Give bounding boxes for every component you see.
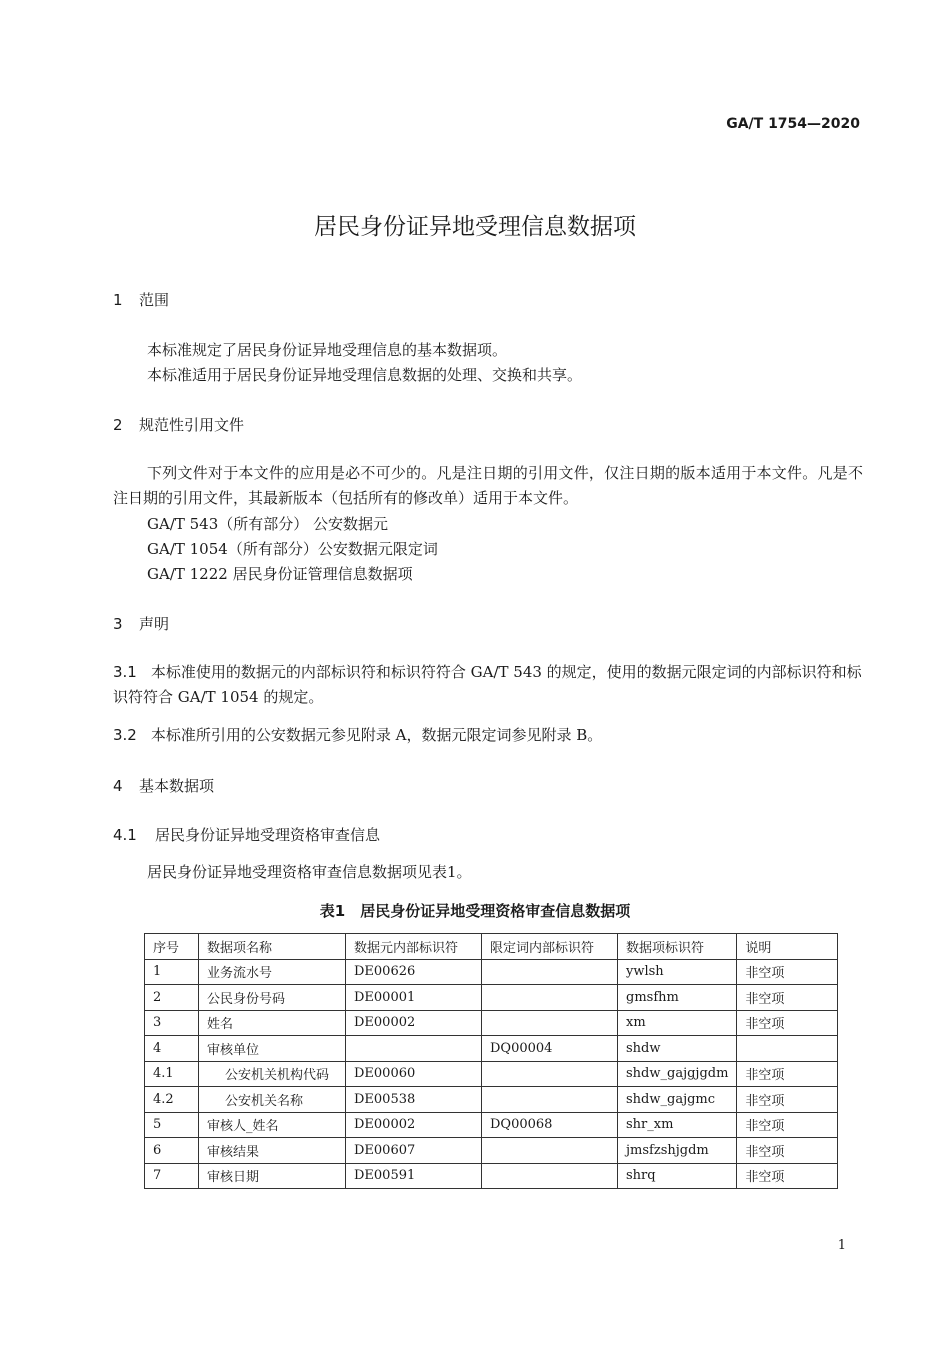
subsection-number: 4.1 xyxy=(113,826,137,844)
table-cell: 审核人_姓名 xyxy=(199,1112,346,1138)
table-cell: DE00607 xyxy=(346,1138,482,1164)
table-cell xyxy=(482,1138,618,1164)
table-row xyxy=(145,959,838,985)
clause-number: 3.2 xyxy=(113,726,137,744)
reference-item: GA/T 1222 居民身份证管理信息数据项 xyxy=(147,565,413,583)
section-3-heading xyxy=(113,613,169,634)
paragraph: 居民身份证异地受理资格审查信息数据项见表1。 xyxy=(147,863,472,881)
table-cell: 非空项 xyxy=(737,1112,838,1138)
table-cell: 非空项 xyxy=(737,1010,838,1036)
table-row xyxy=(145,1163,838,1189)
header-cell: 序号 xyxy=(145,934,199,960)
paragraph: 本标准适用于居民身份证异地受理信息数据的处理、交换和共享。 xyxy=(147,366,583,384)
table-row xyxy=(145,1036,838,1062)
document-title: 居民身份证异地受理信息数据项 xyxy=(314,214,636,240)
table-cell xyxy=(482,1087,618,1113)
table-cell: 非空项 xyxy=(737,959,838,985)
table-cell: DE00002 xyxy=(346,1112,482,1138)
table-cell xyxy=(737,1036,838,1062)
table-cell: 4.2 xyxy=(145,1087,199,1113)
table-row xyxy=(145,1112,838,1138)
table-cell: xm xyxy=(618,1010,737,1036)
standard-code: GA/T 1754—2020 xyxy=(726,116,860,132)
table-cell: 非空项 xyxy=(737,1138,838,1164)
table-row xyxy=(145,985,838,1011)
table-cell: shdw_gajgmc xyxy=(618,1087,737,1113)
table-cell: DE00538 xyxy=(346,1087,482,1113)
table-cell: 公安机关名称 xyxy=(199,1087,346,1113)
table-cell: 4 xyxy=(145,1036,199,1062)
clause-3-1 xyxy=(113,660,863,710)
table-caption: 表1 居民身份证异地受理资格审查信息数据项 xyxy=(319,902,631,920)
table-cell: 非空项 xyxy=(737,1087,838,1113)
table-row xyxy=(145,1138,838,1164)
table-cell: DE00002 xyxy=(346,1010,482,1036)
section-title: 范围 xyxy=(139,291,170,309)
table-cell: 审核单位 xyxy=(199,1036,346,1062)
section-number: 2 xyxy=(113,416,123,434)
table-cell: 非空项 xyxy=(737,985,838,1011)
table-cell: 7 xyxy=(145,1163,199,1189)
section-number: 4 xyxy=(113,777,123,795)
table-cell xyxy=(482,1163,618,1189)
header-cell: 数据项标识符 xyxy=(618,934,737,960)
table-cell: 姓名 xyxy=(199,1010,346,1036)
table-cell: DQ00068 xyxy=(482,1112,618,1138)
table-cell: ywlsh xyxy=(618,959,737,985)
table-cell xyxy=(482,1010,618,1036)
table-row xyxy=(145,1061,838,1087)
reference-item: GA/T 543（所有部分） 公安数据元 xyxy=(147,515,389,533)
paragraph: 本标准规定了居民身份证异地受理信息的基本数据项。 xyxy=(147,341,508,359)
table-cell xyxy=(482,985,618,1011)
table-cell: 审核结果 xyxy=(199,1138,346,1164)
table-cell: 非空项 xyxy=(737,1061,838,1087)
table-cell: DE00626 xyxy=(346,959,482,985)
table-cell: DE00591 xyxy=(346,1163,482,1189)
table-cell: 2 xyxy=(145,985,199,1011)
table-cell: 4.1 xyxy=(145,1061,199,1087)
section-number: 3 xyxy=(113,615,123,633)
table-cell: 审核日期 xyxy=(199,1163,346,1189)
table-cell xyxy=(346,1036,482,1062)
section-title: 规范性引用文件 xyxy=(139,416,245,434)
section-4-heading xyxy=(113,775,214,796)
table-cell: DQ00004 xyxy=(482,1036,618,1062)
clause-3-2 xyxy=(113,723,863,748)
section-number: 1 xyxy=(113,291,123,309)
table-cell: shrq xyxy=(618,1163,737,1189)
clause-text: 本标准使用的数据元的内部标识符和标识符符合 GA/T 543 的规定，使用的数据元限定词的内部标识符和标识符符合 GA/T 1054 的规定。 xyxy=(113,663,862,706)
table-cell: 6 xyxy=(145,1138,199,1164)
table-cell: gmsfhm xyxy=(618,985,737,1011)
table-row xyxy=(145,1010,838,1036)
table-cell: shdw_gajgjgdm xyxy=(618,1061,737,1087)
table-cell: 业务流水号 xyxy=(199,959,346,985)
clause-number: 3.1 xyxy=(113,663,137,681)
table-cell: jmsfzshjgdm xyxy=(618,1138,737,1164)
section-title: 基本数据项 xyxy=(139,777,215,795)
table-cell xyxy=(482,1061,618,1087)
subsection-title: 居民身份证异地受理资格审查信息 xyxy=(155,826,381,844)
header-cell: 限定词内部标识符 xyxy=(482,934,618,960)
table-cell: shr_xm xyxy=(618,1112,737,1138)
subsection-4-1-heading xyxy=(113,824,380,845)
table-cell xyxy=(482,959,618,985)
clause-text: 本标准所引用的公安数据元参见附录 A，数据元限定词参见附录 B。 xyxy=(150,726,603,744)
table-row xyxy=(145,1087,838,1113)
section-1-heading xyxy=(113,289,169,310)
header-cell: 说明 xyxy=(737,934,838,960)
table-cell: DE00001 xyxy=(346,985,482,1011)
table-cell: 公民身份号码 xyxy=(199,985,346,1011)
header-cell: 数据元内部标识符 xyxy=(346,934,482,960)
section-2-heading xyxy=(113,414,244,435)
table-cell: 3 xyxy=(145,1010,199,1036)
data-items-table xyxy=(144,933,838,1189)
table-cell: 公安机关机构代码 xyxy=(199,1061,346,1087)
section-title: 声明 xyxy=(139,615,170,633)
table-header-row xyxy=(145,934,838,960)
reference-item: GA/T 1054（所有部分）公安数据元限定词 xyxy=(147,540,438,558)
header-cell: 数据项名称 xyxy=(199,934,346,960)
table-cell: 1 xyxy=(145,959,199,985)
table-cell: shdw xyxy=(618,1036,737,1062)
references-intro: 下列文件对于本文件的应用是必不可少的。凡是注日期的引用文件，仅注日期的版本适用于本文件。凡是不注日期的引用文件，其最新版本（包括所有的修改单）适用于本文件。 xyxy=(113,464,863,507)
table-cell: 非空项 xyxy=(737,1163,838,1189)
page-number: 1 xyxy=(837,1238,846,1253)
table-cell: 5 xyxy=(145,1112,199,1138)
table-cell: DE00060 xyxy=(346,1061,482,1087)
